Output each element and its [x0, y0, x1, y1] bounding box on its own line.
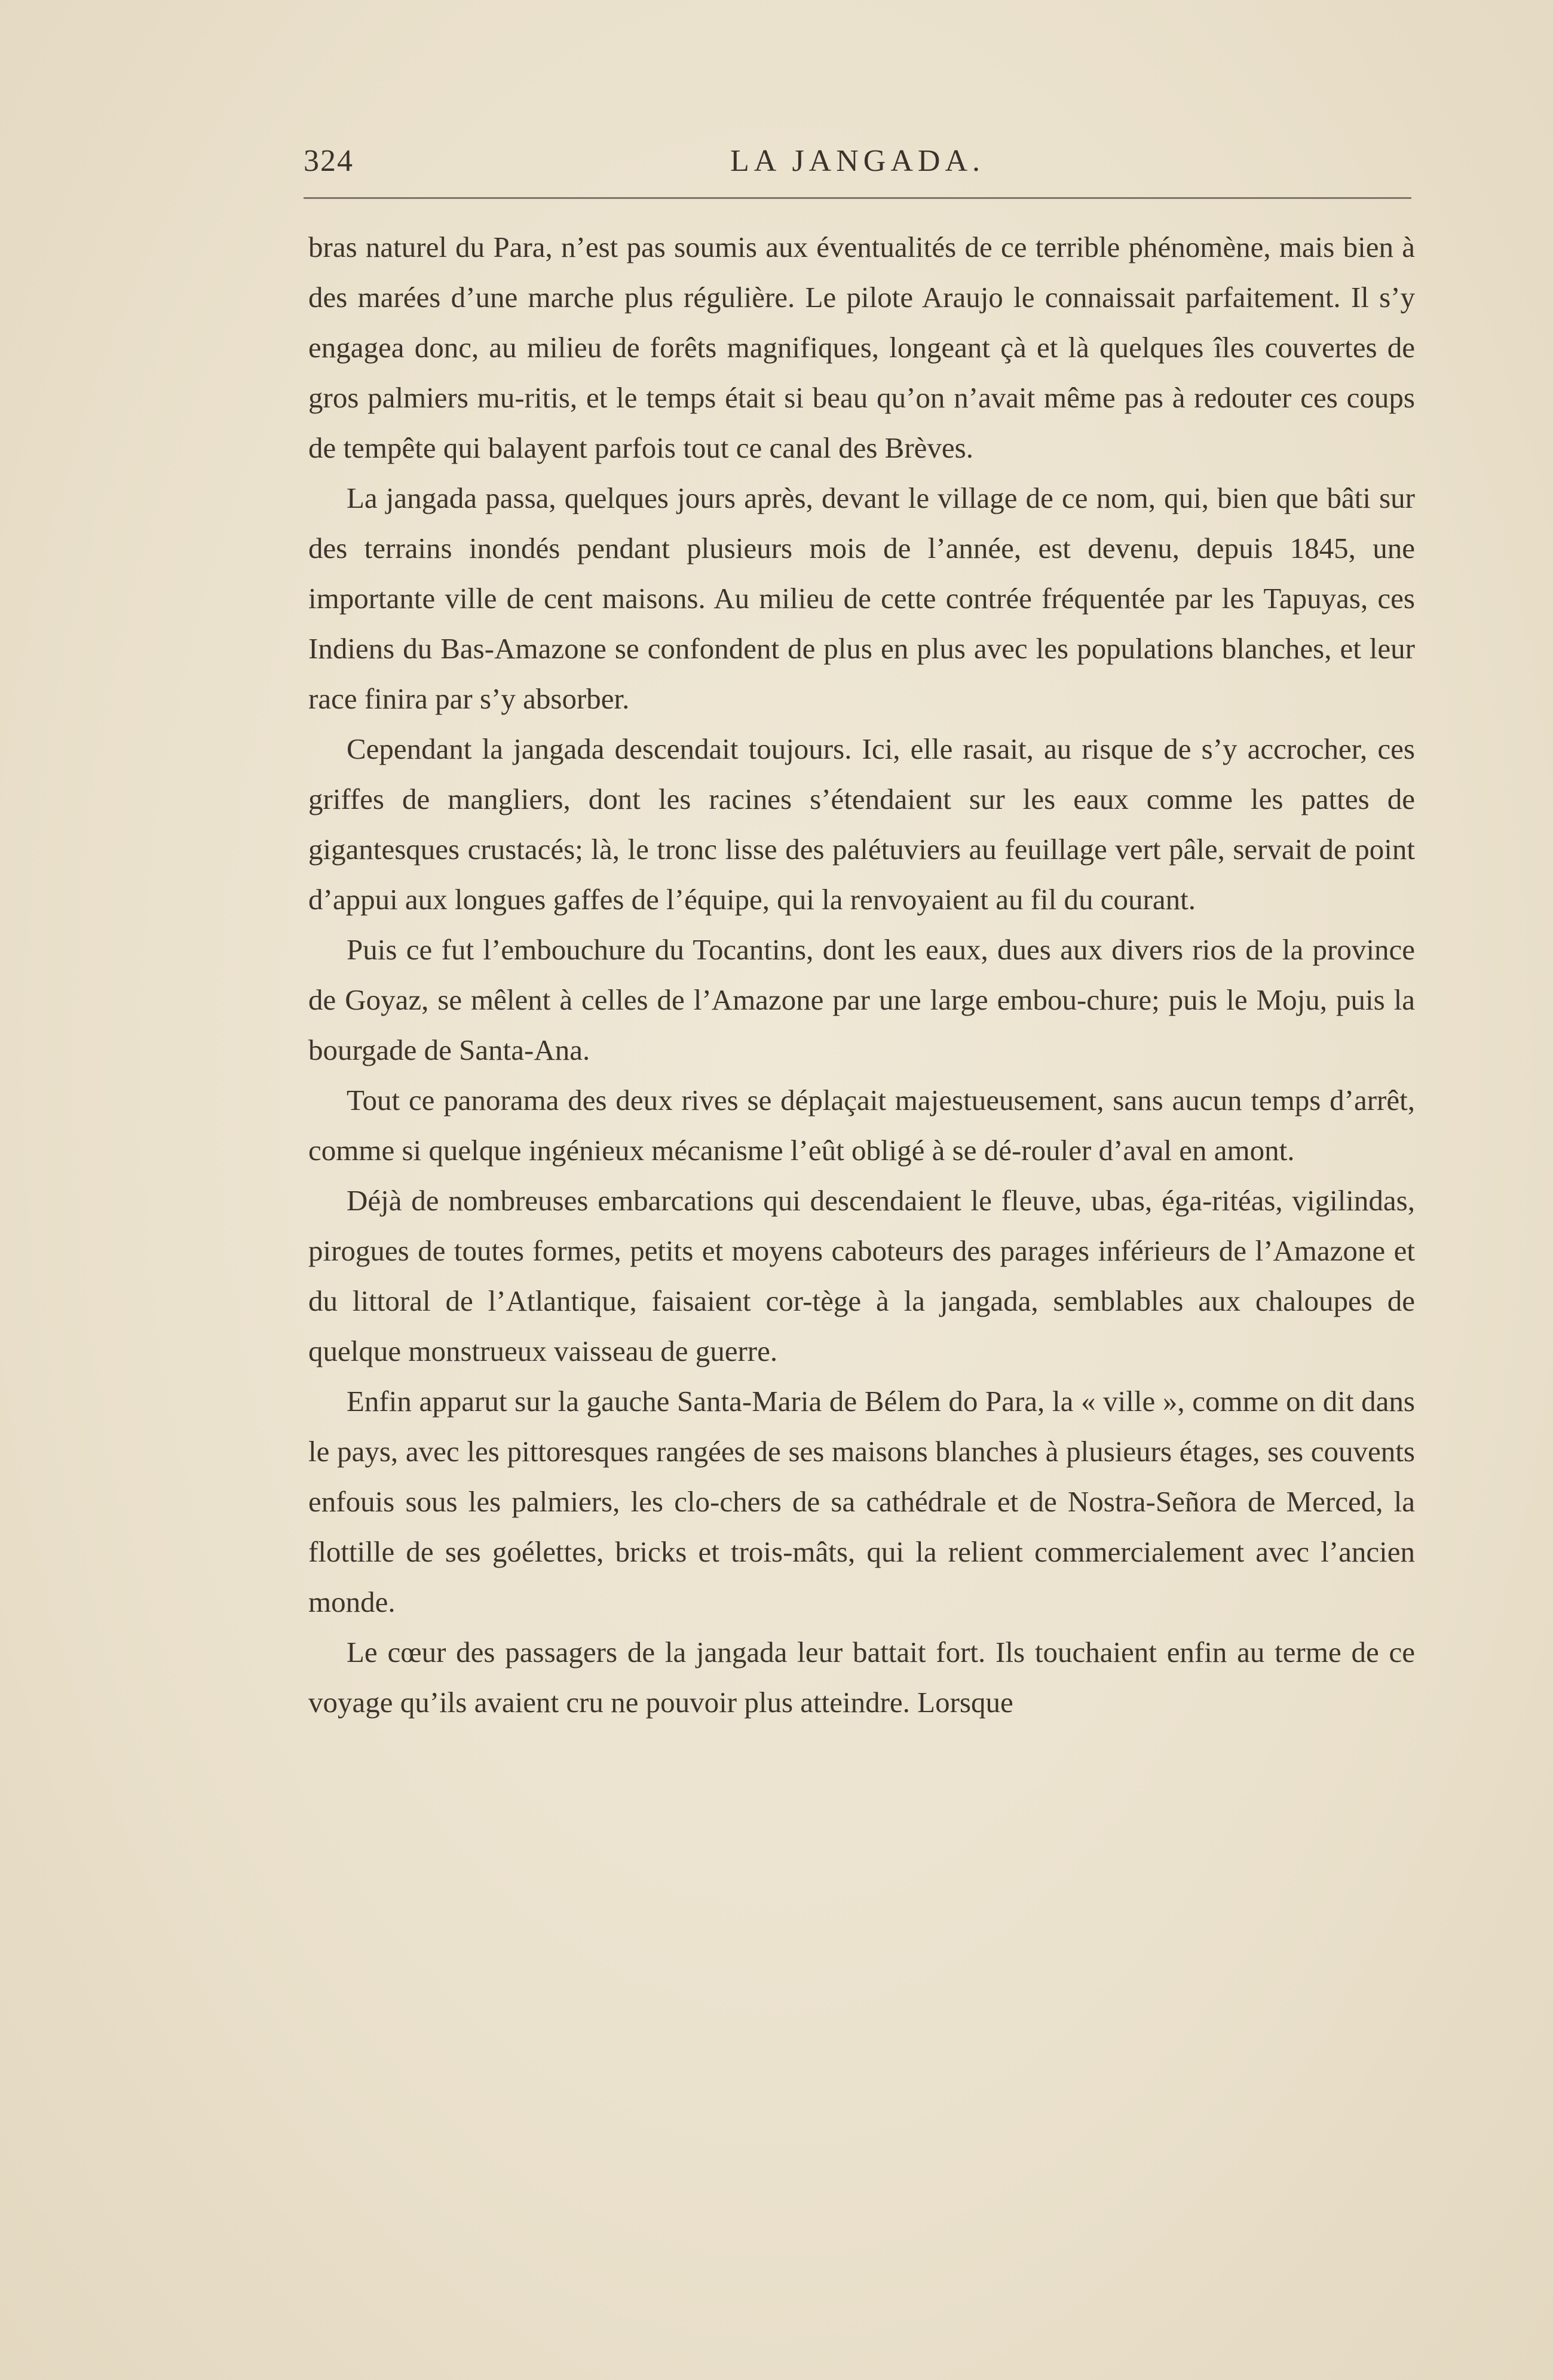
paragraph: Enfin apparut sur la gauche Santa-Maria de Bélem do Para, la « ville », comme on dit dans le pays, avec les pittoresques rangées de ses maisons blanches à plusieurs étages, ses couvents enfouis sous les palmiers, les clo-chers de sa cathédrale et de Nostra-Señora de Merced, la flottille de ses goélettes, bricks et trois-mâts, qui la relient commercialement avec l’ancien monde. [308, 1385, 1415, 1618]
paragraph: Déjà de nombreuses embarcations qui descendaient le fleuve, ubas, éga-ritéas, vigilindas, pirogues de toutes formes, petits et moyens caboteurs des parages inférieurs de l’Amazone et du littoral de l’Atlantique, faisaient cor-tège à la jangada, semblables aux chaloupes de quelque monstrueux vaisseau de guerre. [308, 1184, 1415, 1367]
page-number: 324 [304, 144, 354, 178]
page-header [304, 136, 1411, 184]
paragraph: La jangada passa, quelques jours après, devant le village de ce nom, qui, bien que bâti sur des terrains inondés pendant plusieurs mois de l’année, est devenu, depuis 1845, une importante ville de cent maisons. Au milieu de cette contrée fréquentée par les Tapuyas, ces Indiens du Bas-Amazone se confondent de plus en plus avec les populations blanches, et leur race finira par s’y absorber. [308, 481, 1415, 715]
header-rule [304, 197, 1411, 199]
paragraph-continued: bras naturel du Para, n’est pas soumis aux éventualités de ce terrible phénomène, mais bien à des marées d’une marche plus régulière. Le pilote Araujo le connaissait parfaitement. Il s’y engagea donc, au milieu de forêts magnifiques, longeant çà et là quelques îles couvertes de gros palmiers mu-ritis, et le temps était si beau qu’on n’avait même pas à redouter ces coups de tempête qui balayent parfois tout ce canal des Brèves. [308, 231, 1415, 464]
paragraph: Cependant la jangada descendait toujours. Ici, elle rasait, au risque de s’y accrocher, ces griffes de mangliers, dont les racines s’étendaient sur les eaux comme les pattes de gigantesques crustacés; là, le tronc lisse des palétuviers au feuillage vert pâle, servait de point d’appui aux longues gaffes de l’équipe, qui la renvoyaient au fil du courant. [308, 732, 1415, 916]
body-text [308, 222, 1415, 1728]
paragraph: Tout ce panorama des deux rives se déplaçait majestueusement, sans aucun temps d’arrêt, comme si quelque ingénieux mécanisme l’eût obligé à se dé-rouler d’aval en amont. [308, 1084, 1415, 1167]
paragraph: Le cœur des passagers de la jangada leur battait fort. Ils touchaient enfin au terme de ce voyage qu’ils avaient cru ne pouvoir plus atteindre. Lorsque [308, 1636, 1415, 1719]
paragraph: Puis ce fut l’embouchure du Tocantins, dont les eaux, dues aux divers rios de la province de Goyaz, se mêlent à celles de l’Amazone par une large embou-chure; puis le Moju, puis la bourgade de Santa-Ana. [308, 933, 1415, 1066]
running-title: LA JANGADA. [730, 144, 985, 178]
